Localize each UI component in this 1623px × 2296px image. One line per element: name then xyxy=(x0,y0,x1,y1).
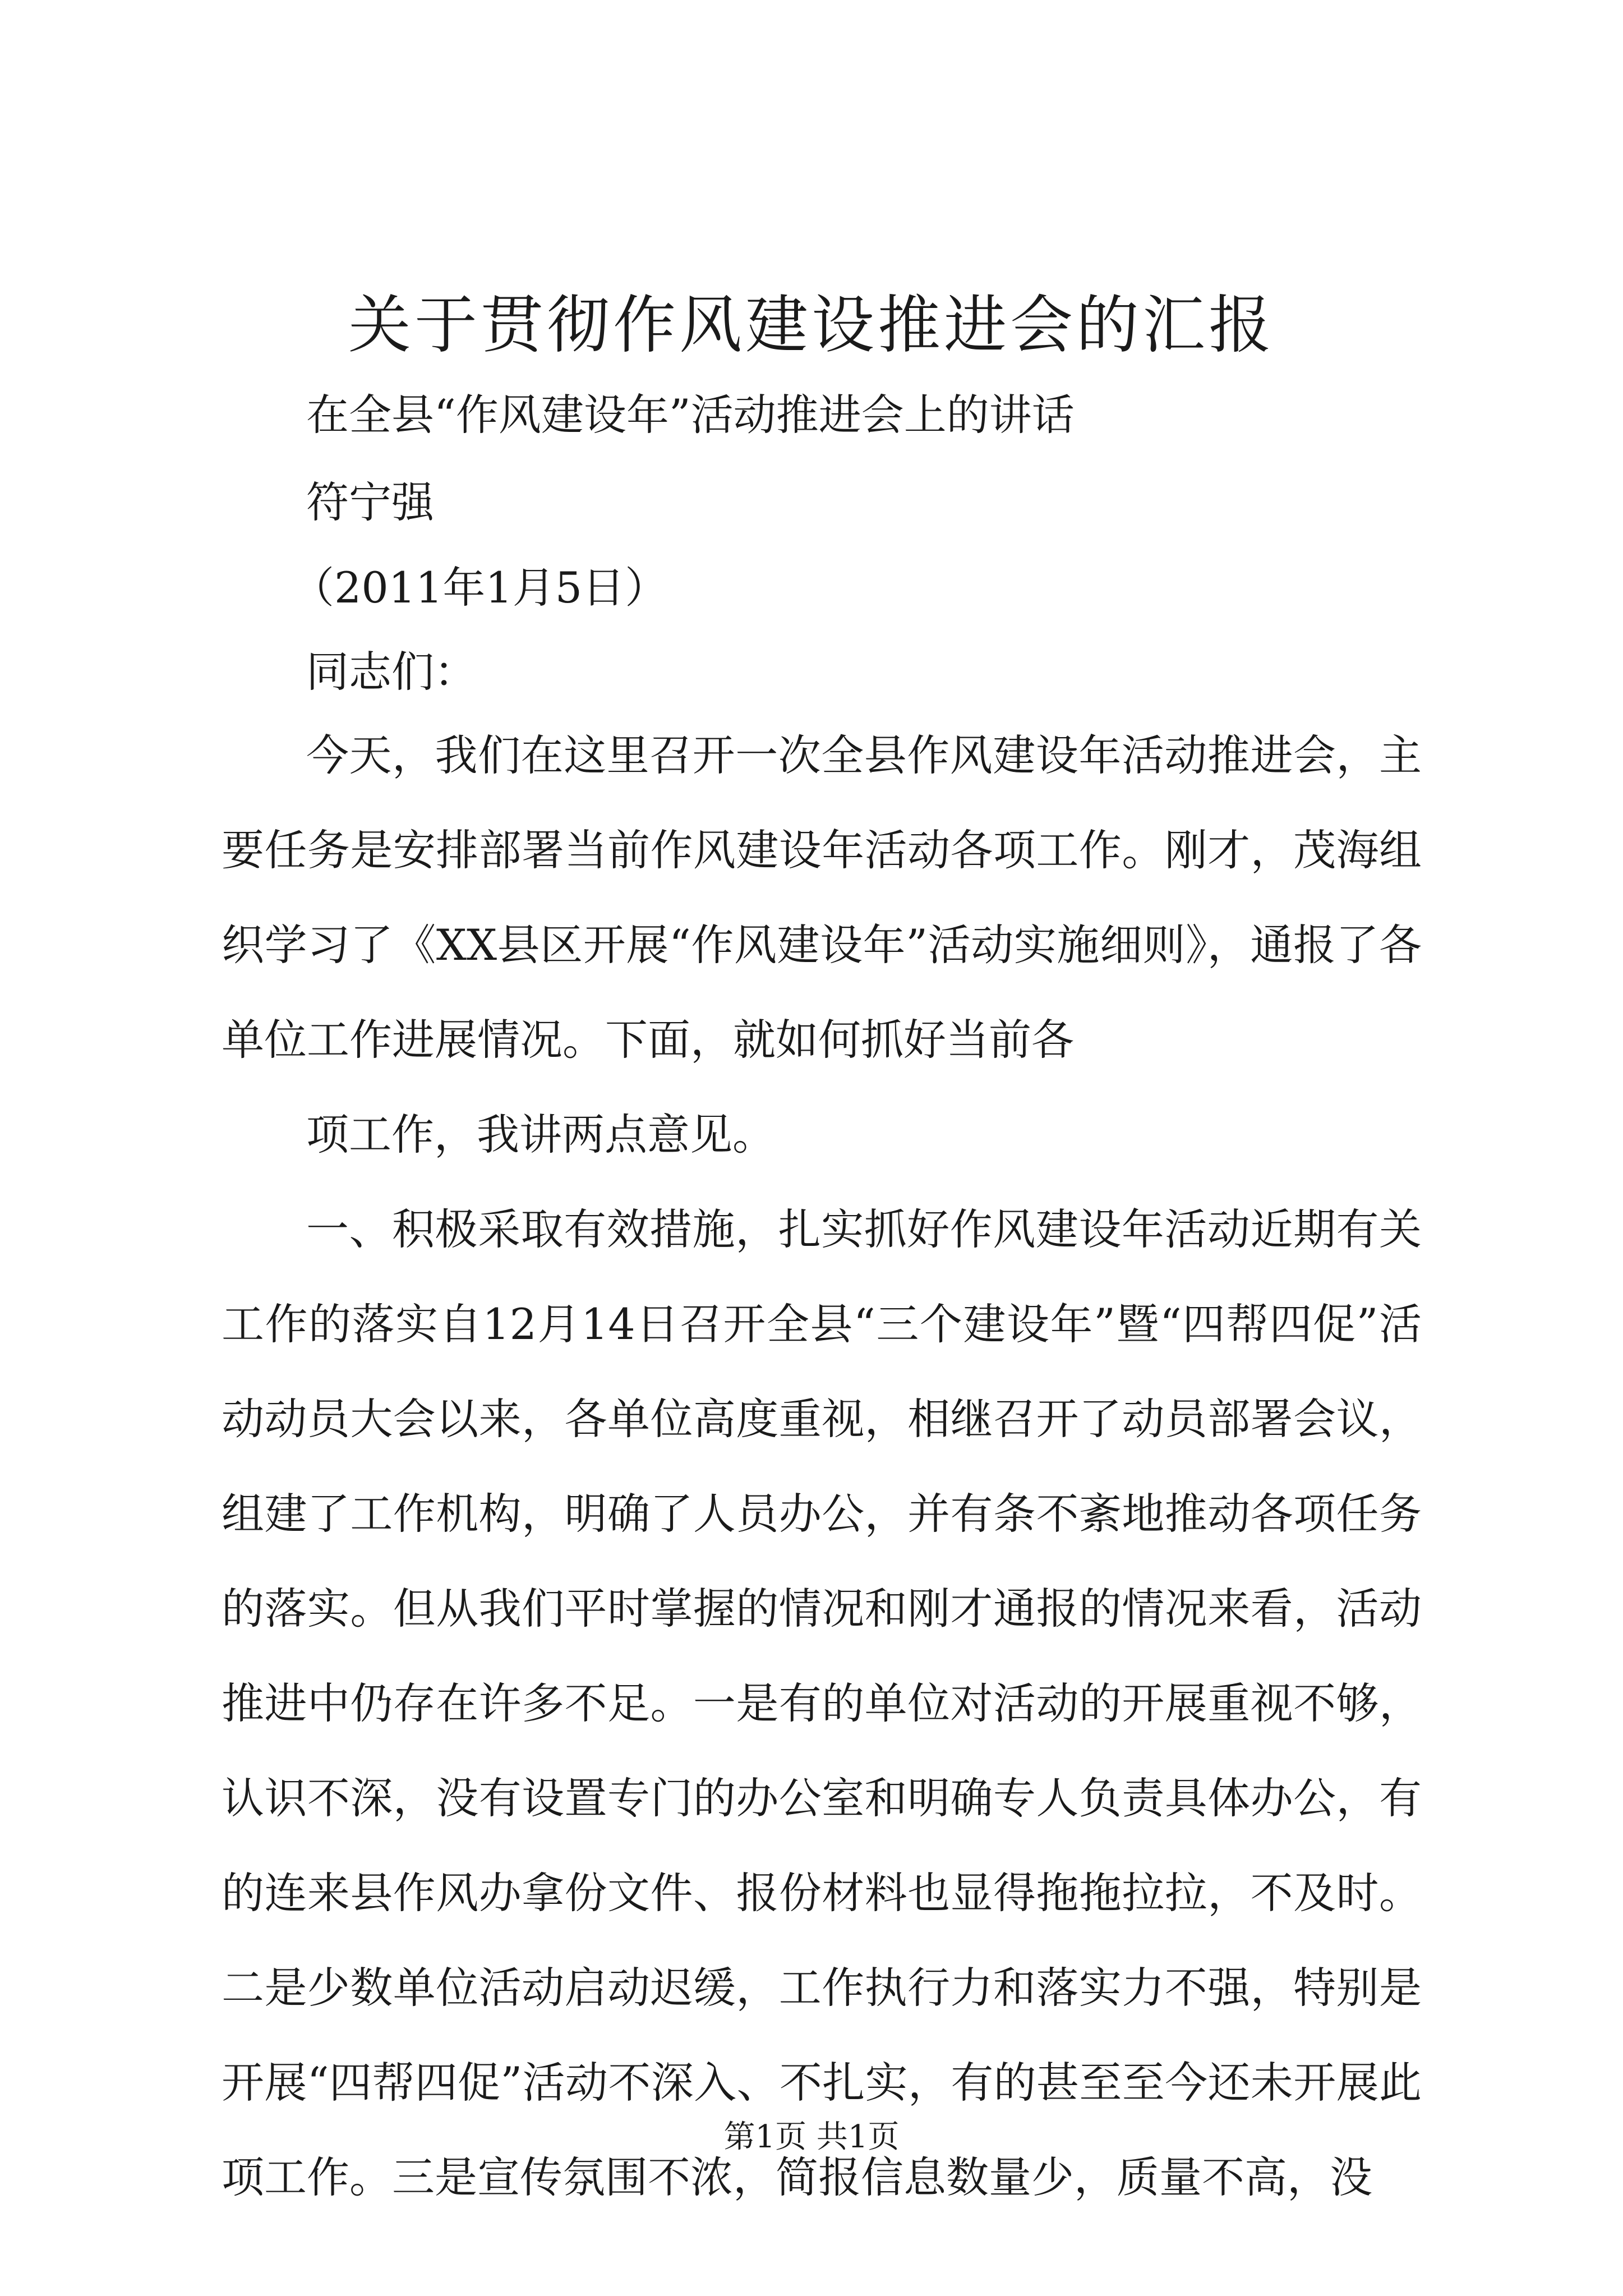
author-name: 符宁强 xyxy=(306,477,434,527)
paragraph: 今天，我们在这里召开一次全县作风建设年活动推进会，主要任务是安排部署当前作风建设年活动各项工作。刚才，茂海组织学习了《XX县区开展“作风建设年”活动实施细则》，通报了各单位工作进展情况。下面，就如何抓好当前各 xyxy=(222,730,1422,1065)
paragraph: 一、积极采取有效措施，扎实抓好作风建设年活动近期有关工作的落实自12月14日召开全县“三个建设年”暨“四帮四促”活动动员大会以来，各单位高度重视，相继召开了动员部署会议，组建了工作机构，明确了人员办公，并有条不紊地推动各项任务的落实。但从我们平时掌握的情况和刚才通报的情况来看，活动推进中仍存在许多不足。一是有的单位对活动的开展重视不够，认识不深，没有设置专门的办公室和明确专人负责具体办公，有的连来县作风办拿份文件、报份材料也显得拖拖拉拉，不及时。二是少数单位活动启动迟缓，工作执行力和落实力不强，特别是开展“四帮四促”活动不深入、不扎实，有的甚至至今还未开展此项工作。三是宣传氛围不浓，简报信息数量少，质量不高，没 xyxy=(222,1204,1422,2202)
speech-subtitle: 在全县“作风建设年”活动推进会上的讲话 xyxy=(306,390,1075,440)
paragraph: 项工作，我讲两点意见。 xyxy=(306,1110,775,1159)
page-number-footer: 第1页 共1页 xyxy=(723,2119,900,2155)
document-title: 关于贯彻作风建设推进会的汇报 xyxy=(348,289,1275,362)
salutation: 同志们： xyxy=(306,647,477,697)
speech-date: （2011年1月5日） xyxy=(292,563,668,613)
body-text xyxy=(222,708,1422,2225)
